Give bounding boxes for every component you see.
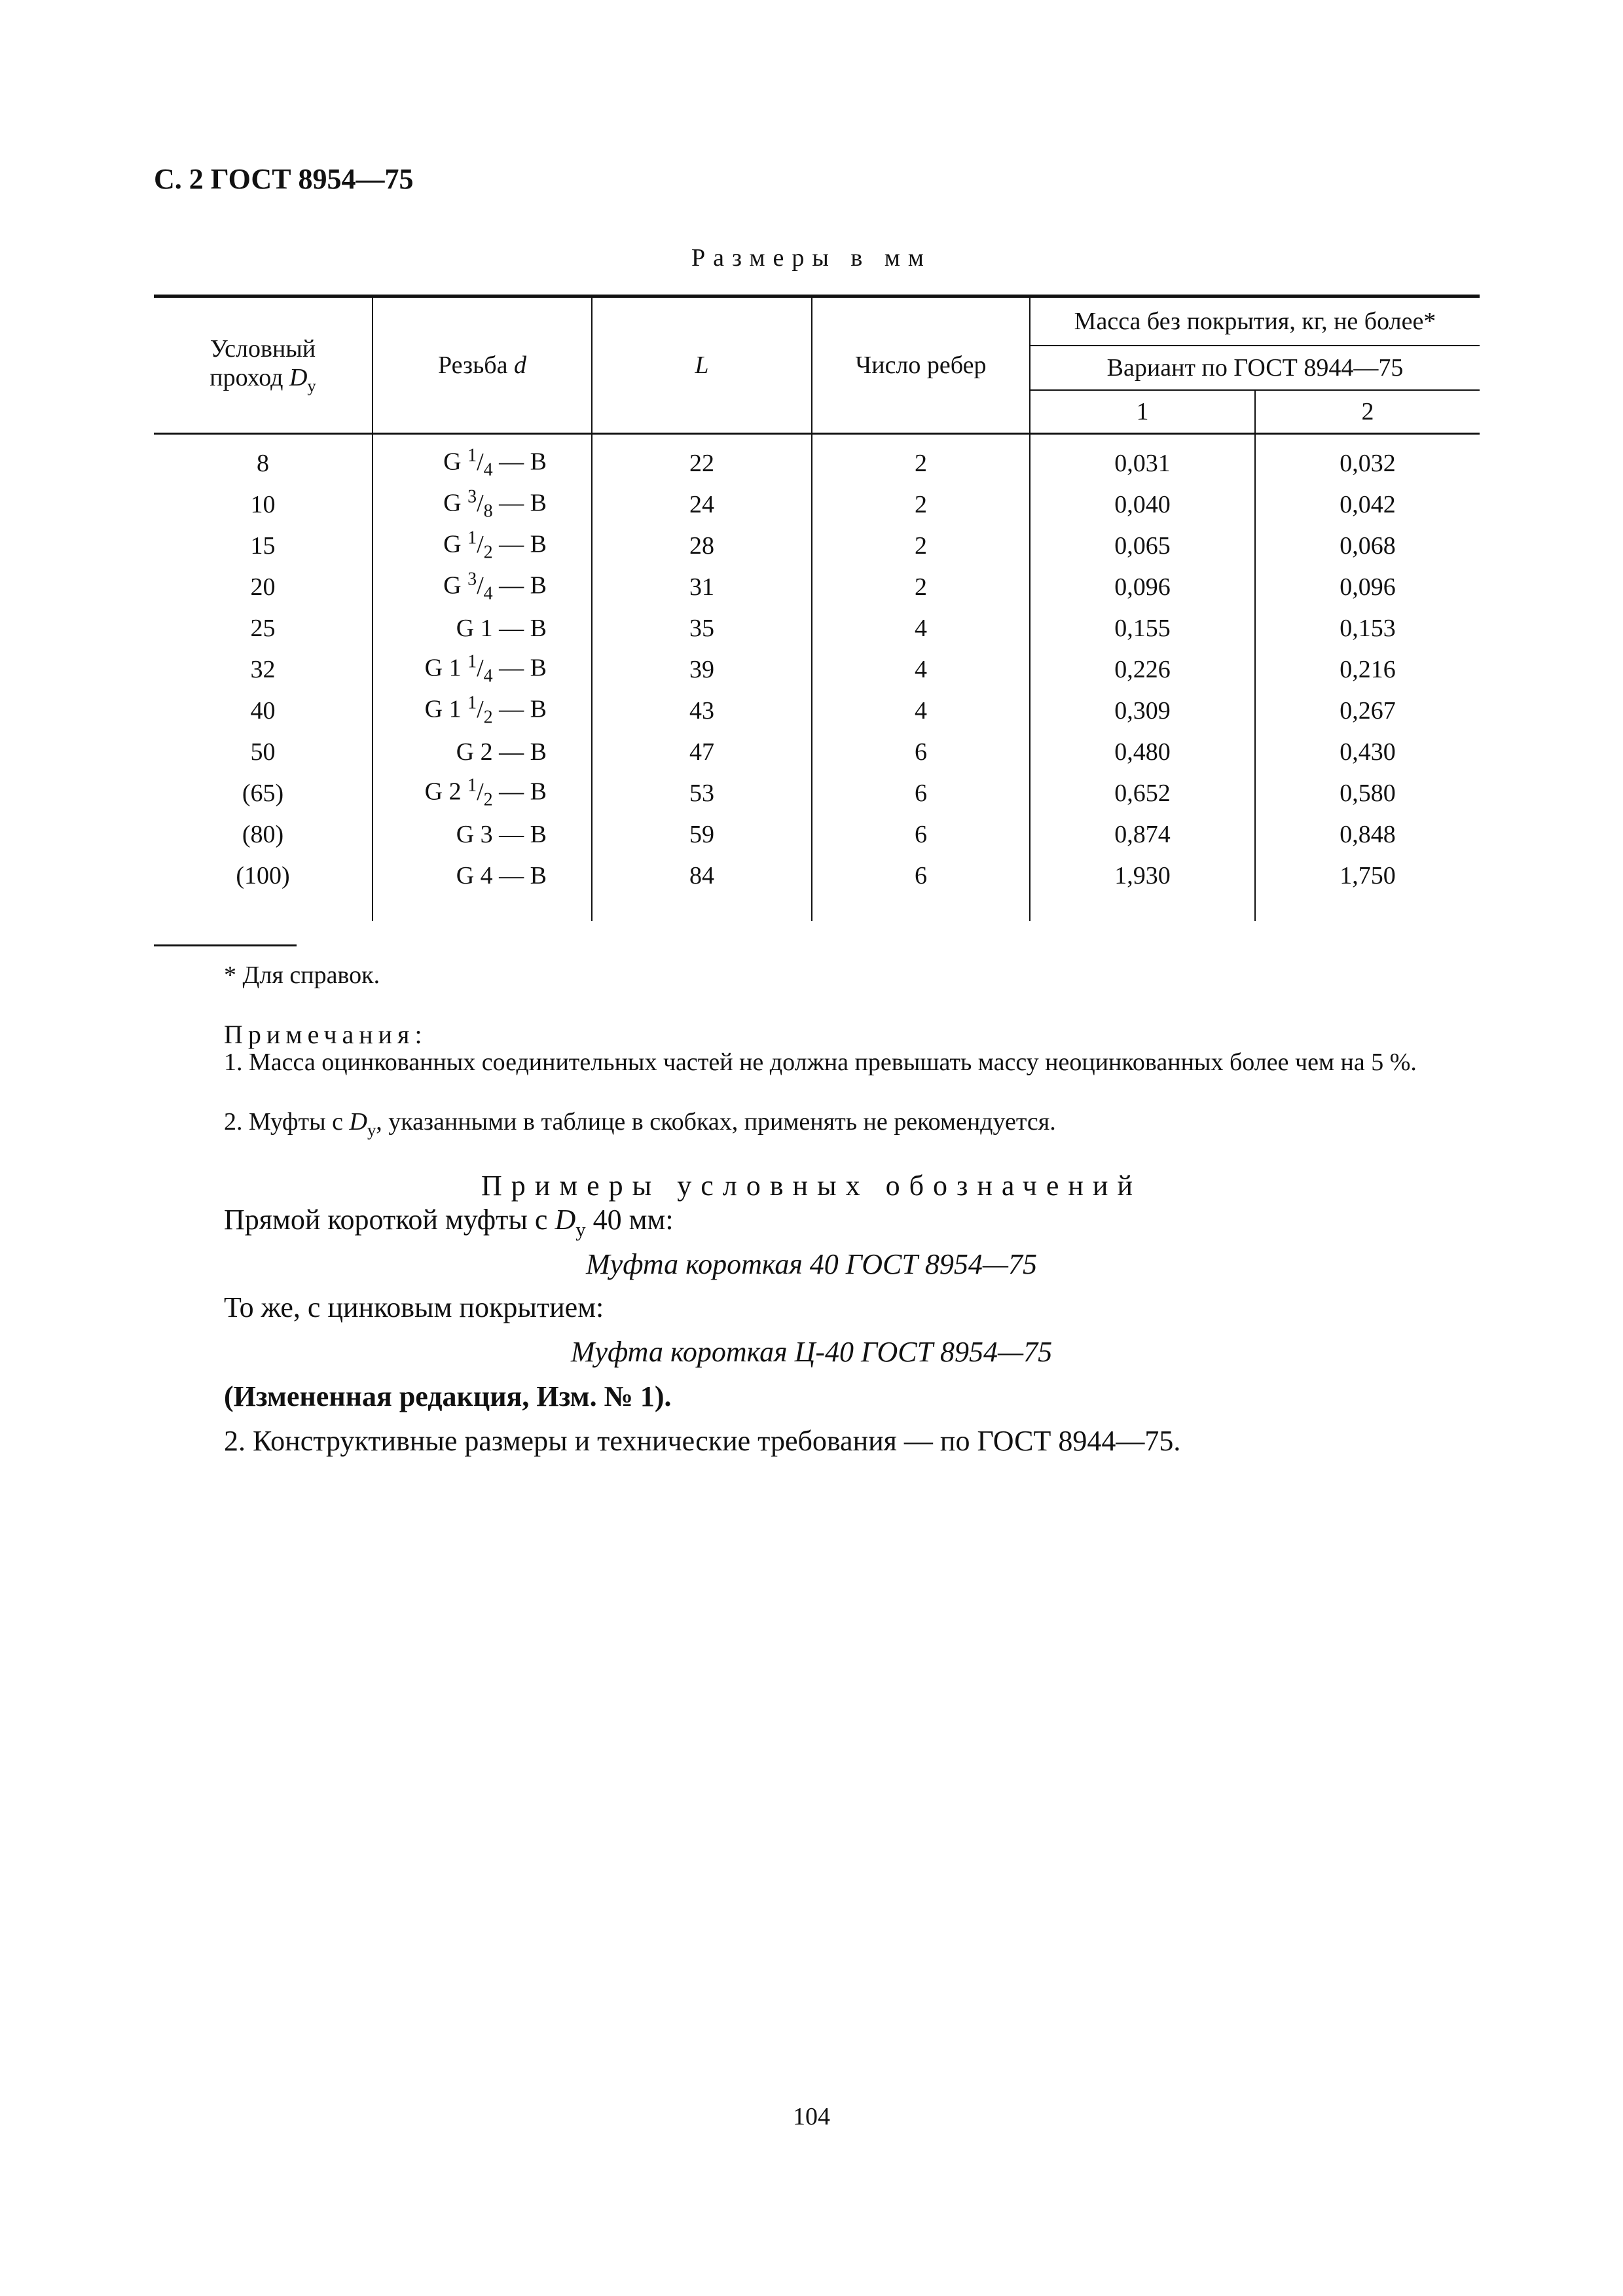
designation-2: Муфта короткая Ц-40 ГОСТ 8954—75 xyxy=(570,1336,1053,1368)
cell-mass-variant-1: 0,226 xyxy=(1030,649,1255,690)
cell-mass-variant-2: 0,267 xyxy=(1340,696,1396,725)
table-row xyxy=(154,814,1480,855)
cell-length: 22 xyxy=(592,434,812,484)
header-thread: Резьба d xyxy=(373,296,592,434)
cell-mass-variant-1: 0,480 xyxy=(1030,731,1255,772)
cell-ribs: 4 xyxy=(812,607,1030,649)
header-variant-1: 1 xyxy=(1030,390,1255,434)
cell-nominal-bore: 10 xyxy=(154,484,373,525)
cell-length: 24 xyxy=(592,484,812,525)
thread-fraction: $^1/_2$ xyxy=(467,775,493,810)
table-row xyxy=(154,566,1480,607)
cell-ribs: 6 xyxy=(812,731,1030,772)
example-line-1: Прямой короткой муфты с $D_y$ 40 мм: xyxy=(224,1204,674,1241)
cell-length: 84 xyxy=(592,855,812,896)
header-variant: Вариант по ГОСТ 8944—75 xyxy=(1030,346,1480,390)
cell-mass-variant-1: 0,652 xyxy=(1030,772,1255,814)
cell-nominal-bore: 50 xyxy=(154,731,373,772)
cell-mass-variant-2: 0,042 xyxy=(1340,490,1396,518)
header-ribs: Число ребер xyxy=(812,296,1030,434)
cell-length: 47 xyxy=(592,731,812,772)
table-row xyxy=(154,690,1480,731)
cell-mass-variant-1: 0,309 xyxy=(1030,690,1255,731)
cell-mass-variant-1: 0,155 xyxy=(1030,607,1255,649)
page-number: 104 xyxy=(793,2103,830,2130)
cell-thread: G 1 $^1/_4$ — B xyxy=(373,649,592,690)
cell-length: 43 xyxy=(592,690,812,731)
dimensions-table xyxy=(154,295,1480,921)
cell-nominal-bore: 8 xyxy=(154,434,373,484)
cell-nominal-bore: 40 xyxy=(154,690,373,731)
cell-ribs: 4 xyxy=(812,690,1030,731)
note-2: 2. Муфты с $D_y$, указанными в таблице в скобках, применять не рекомендуется. xyxy=(224,1108,1056,1140)
cell-mass-variant-2: 0,430 xyxy=(1340,738,1396,766)
cell-mass-variant-2: 0,216 xyxy=(1340,655,1396,683)
notes-title: Примечания: xyxy=(224,1020,428,1049)
cell-ribs: 6 xyxy=(812,855,1030,896)
cell-ribs: 2 xyxy=(812,434,1030,484)
cell-nominal-bore: (100) xyxy=(154,855,373,896)
cell-nominal-bore: 15 xyxy=(154,525,373,566)
cell-thread: G 2 $^1/_2$ — B xyxy=(373,772,592,814)
table-row xyxy=(154,484,1480,525)
cell-nominal-bore: (65) xyxy=(154,772,373,814)
cell-mass-variant-2: 0,848 xyxy=(1340,820,1396,848)
cell-mass-variant-2: 0,032 xyxy=(1340,449,1396,477)
cell-nominal-bore: 25 xyxy=(154,607,373,649)
cell-ribs: 4 xyxy=(812,649,1030,690)
table-row xyxy=(154,772,1480,814)
cell-length: 59 xyxy=(592,814,812,855)
cell-ribs: 6 xyxy=(812,772,1030,814)
thread-fraction: $^3/_8$ xyxy=(467,486,493,522)
cell-mass-variant-1: 0,065 xyxy=(1030,525,1255,566)
cell-mass-variant-1: 0,096 xyxy=(1030,566,1255,607)
cell-length: 53 xyxy=(592,772,812,814)
cell-mass-variant-2: 0,068 xyxy=(1340,531,1396,560)
cell-ribs: 6 xyxy=(812,814,1030,855)
cell-length: 39 xyxy=(592,649,812,690)
designation-1: Муфта короткая 40 ГОСТ 8954—75 xyxy=(586,1248,1037,1280)
cell-length: 31 xyxy=(592,566,812,607)
cell-mass-variant-2: 0,153 xyxy=(1340,614,1396,642)
cell-thread: G 4 — B xyxy=(373,855,592,896)
cell-length: 35 xyxy=(592,607,812,649)
thread-fraction: $^1/_2$ xyxy=(467,692,493,728)
cell-thread: G $^1/_2$ — B xyxy=(373,525,592,566)
cell-nominal-bore: 20 xyxy=(154,566,373,607)
header-variant-2: 2 xyxy=(1255,390,1480,434)
cell-thread: G $^1/_4$ — B xyxy=(373,434,592,484)
thread-fraction: $^1/_4$ xyxy=(467,651,493,687)
header-nominal-bore: Условный проход $D_y$ xyxy=(154,296,373,434)
examples-title: Примеры условных обозначений xyxy=(481,1170,1142,1202)
cell-nominal-bore: 32 xyxy=(154,649,373,690)
cell-length: 28 xyxy=(592,525,812,566)
thread-fraction: $^1/_2$ xyxy=(467,528,493,563)
footnote: * Для справок. xyxy=(224,961,380,989)
note-1: 1. Масса оцинкованных соединительных частей не должна превышать массу неоцинкованных более чем на 5 %. xyxy=(224,1049,1417,1076)
table-row xyxy=(154,855,1480,896)
cell-mass-variant-1: 0,874 xyxy=(1030,814,1255,855)
cell-mass-variant-1: 0,031 xyxy=(1030,434,1255,484)
header-mass: Масса без покрытия, кг, не более* xyxy=(1030,296,1480,346)
table-row xyxy=(154,525,1480,566)
cell-thread: G 1 $^1/_2$ — B xyxy=(373,690,592,731)
cell-nominal-bore: (80) xyxy=(154,814,373,855)
cell-mass-variant-1: 0,040 xyxy=(1030,484,1255,525)
example-line-2: То же, с цинковым покрытием: xyxy=(224,1291,604,1323)
clause-2: 2. Конструктивные размеры и технические требования — по ГОСТ 8944—75. xyxy=(224,1425,1181,1457)
cell-thread: G $^3/_8$ — B xyxy=(373,484,592,525)
cell-thread: G $^3/_4$ — B xyxy=(373,566,592,607)
cell-ribs: 2 xyxy=(812,566,1030,607)
cell-thread: G 3 — B xyxy=(373,814,592,855)
cell-mass-variant-2: 0,096 xyxy=(1340,573,1396,601)
cell-ribs: 2 xyxy=(812,484,1030,525)
cell-mass-variant-2: 0,580 xyxy=(1340,779,1396,807)
table-row xyxy=(154,434,1480,484)
cell-thread: G 1 — B xyxy=(373,607,592,649)
footnote-rule xyxy=(154,944,297,946)
cell-ribs: 2 xyxy=(812,525,1030,566)
cell-mass-variant-1: 1,930 xyxy=(1030,855,1255,896)
amendment-note: (Измененная редакция, Изм. № 1). xyxy=(224,1380,672,1412)
page-header: С. 2 ГОСТ 8954—75 xyxy=(154,163,414,195)
thread-fraction: $^3/_4$ xyxy=(467,569,493,604)
header-length: L xyxy=(592,296,812,434)
cell-thread: G 2 — B xyxy=(373,731,592,772)
table-row xyxy=(154,649,1480,690)
table-row xyxy=(154,607,1480,649)
cell-mass-variant-2: 1,750 xyxy=(1340,861,1396,889)
thread-fraction: $^1/_4$ xyxy=(467,445,493,480)
table-row xyxy=(154,731,1480,772)
units-caption: Размеры в мм xyxy=(691,244,932,272)
table-tail-spacer xyxy=(154,896,1480,921)
